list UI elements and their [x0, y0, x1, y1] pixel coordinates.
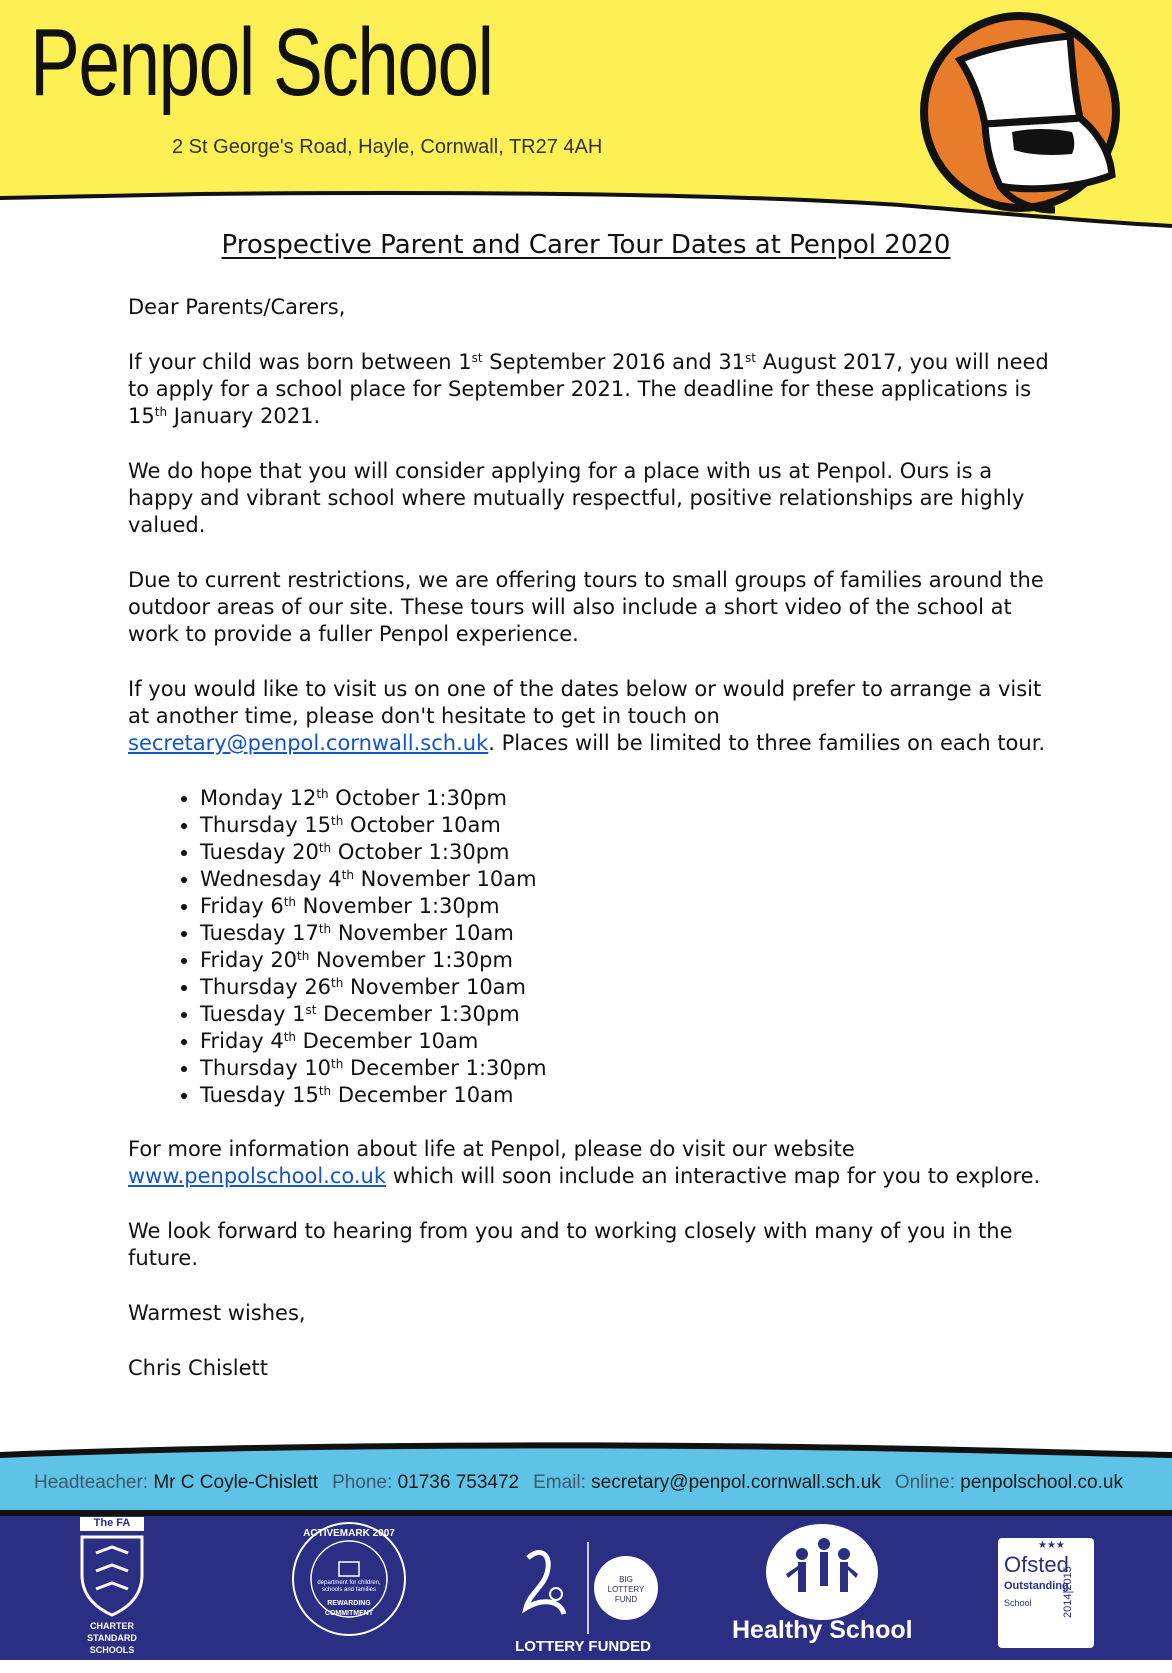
activemark-logo: ACTIVEMARK 2007 department for children, schools and families REWARDING COMMITMENT	[290, 1520, 408, 1644]
ofsted-name: Ofsted	[1004, 1552, 1069, 1577]
tour-date-item: • Friday 6th November 1:30pm	[200, 893, 1058, 920]
tour-date-item: • Tuesday 17th November 10am	[200, 920, 1058, 947]
headteacher-name: Mr C Coyle-Chislett	[153, 1472, 319, 1493]
paragraph-contact: If you would like to visit us on one of the dates below or would prefer to arrange a visit at another time, please don't hesitate to get in touch on secretary@penpol.cornwall.sch.uk. Places will be limited to three families on each tour.	[128, 677, 1046, 755]
healthy-school-logo	[732, 1520, 912, 1655]
tour-date-item: • Tuesday 20th October 1:30pm	[200, 839, 1058, 866]
fa-top-label: The FA	[93, 1517, 131, 1529]
tour-date-item: • Thursday 15th October 10am	[200, 812, 1058, 839]
paragraph-welcome: We do hope that you will consider applying for a place with us at Penpol. Ours is a happy and vibrant school where mutually respectful, positive relationships are highly valued.	[128, 459, 1025, 537]
ofsted-sub: School	[1004, 1598, 1032, 1608]
school-name: Penpol School	[30, 9, 493, 116]
letter-title: Prospective Parent and Carer Tour Dates at Penpol 2020	[221, 230, 951, 260]
tour-dates-list	[128, 785, 1058, 1109]
fa-charter-standard-logo: The FA CHARTER STANDARD SCHOOLS	[70, 1515, 154, 1655]
ofsted-grade: Outstanding	[1004, 1580, 1069, 1592]
school-address: 2 St George's Road, Hayle, Cornwall, TR27 4AH	[172, 136, 603, 158]
footer-website[interactable]: penpolschool.co.uk	[960, 1472, 1123, 1493]
contact-line: Headteacher: Mr C Coyle-Chislett Phone: 01736 753472 Email: secretary@penpol.cornwall.sch.uk Online: penpolschool.co.uk	[34, 1472, 1123, 1493]
letter-body	[128, 294, 1058, 1410]
ofsted-years: 2014|2015	[1062, 1566, 1074, 1618]
tour-date-item: • Monday 12th October 1:30pm	[200, 785, 1058, 812]
ofsted-outstanding-logo	[998, 1538, 1094, 1648]
tour-date-item: • Thursday 10th December 1:30pm	[200, 1055, 1058, 1082]
paragraph-restrictions: Due to current restrictions, we are offering tours to small groups of families around the outdoor areas of our site. These tours will also include a short video of the school at work to provide a fuller Penpol experience.	[128, 568, 1044, 646]
signature: Chris Chislett	[128, 1356, 269, 1380]
tour-date-item: • Thursday 26th November 10am	[200, 974, 1058, 1001]
website-link[interactable]: www.penpolschool.co.uk	[128, 1164, 387, 1188]
phone-number[interactable]: 01736 753472	[397, 1472, 520, 1493]
tour-date-item: • Tuesday 15th December 10am	[200, 1082, 1058, 1109]
salutation: Dear Parents/Carers,	[128, 295, 346, 319]
secretary-email-link[interactable]: secretary@penpol.cornwall.sch.uk	[128, 731, 489, 755]
tour-date-item: • Friday 4th December 10am	[200, 1028, 1058, 1055]
tour-date-item: • Tuesday 1st December 1:30pm	[200, 1001, 1058, 1028]
ofsted-stars-icon: ★★★	[1038, 1540, 1065, 1551]
activemark-ring-label: ACTIVEMARK 2007	[303, 1528, 395, 1539]
healthy-school-caption: Healthy School	[732, 1616, 913, 1644]
signoff: Warmest wishes,	[128, 1301, 306, 1325]
healthy-school-figures-icon	[732, 1520, 912, 1620]
tour-date-item: • Friday 20th November 1:30pm	[200, 947, 1058, 974]
ship-sail-logo-icon	[924, 16, 1116, 210]
paragraph-birth-dates: If your child was born between 1st September 2016 and 31st August 2017, you will need to apply for a school place for September 2021. The deadline for these applications is 15th January 2021.	[128, 350, 1049, 428]
footer-email[interactable]: secretary@penpol.cornwall.sch.uk	[591, 1472, 881, 1493]
lottery-funded-logo: BIG LOTTERY FUND LOTTERY FUNDED	[508, 1538, 658, 1673]
lottery-caption: LOTTERY FUNDED	[515, 1638, 651, 1655]
tour-date-item: • Wednesday 4th November 10am	[200, 866, 1058, 893]
paragraph-website: For more information about life at Penpol, please do visit our website www.penpolschool.co.uk which will soon include an interactive map for you to explore.	[128, 1137, 1041, 1188]
paragraph-closing: We look forward to hearing from you and to working closely with many of you in the future.	[128, 1219, 1013, 1270]
